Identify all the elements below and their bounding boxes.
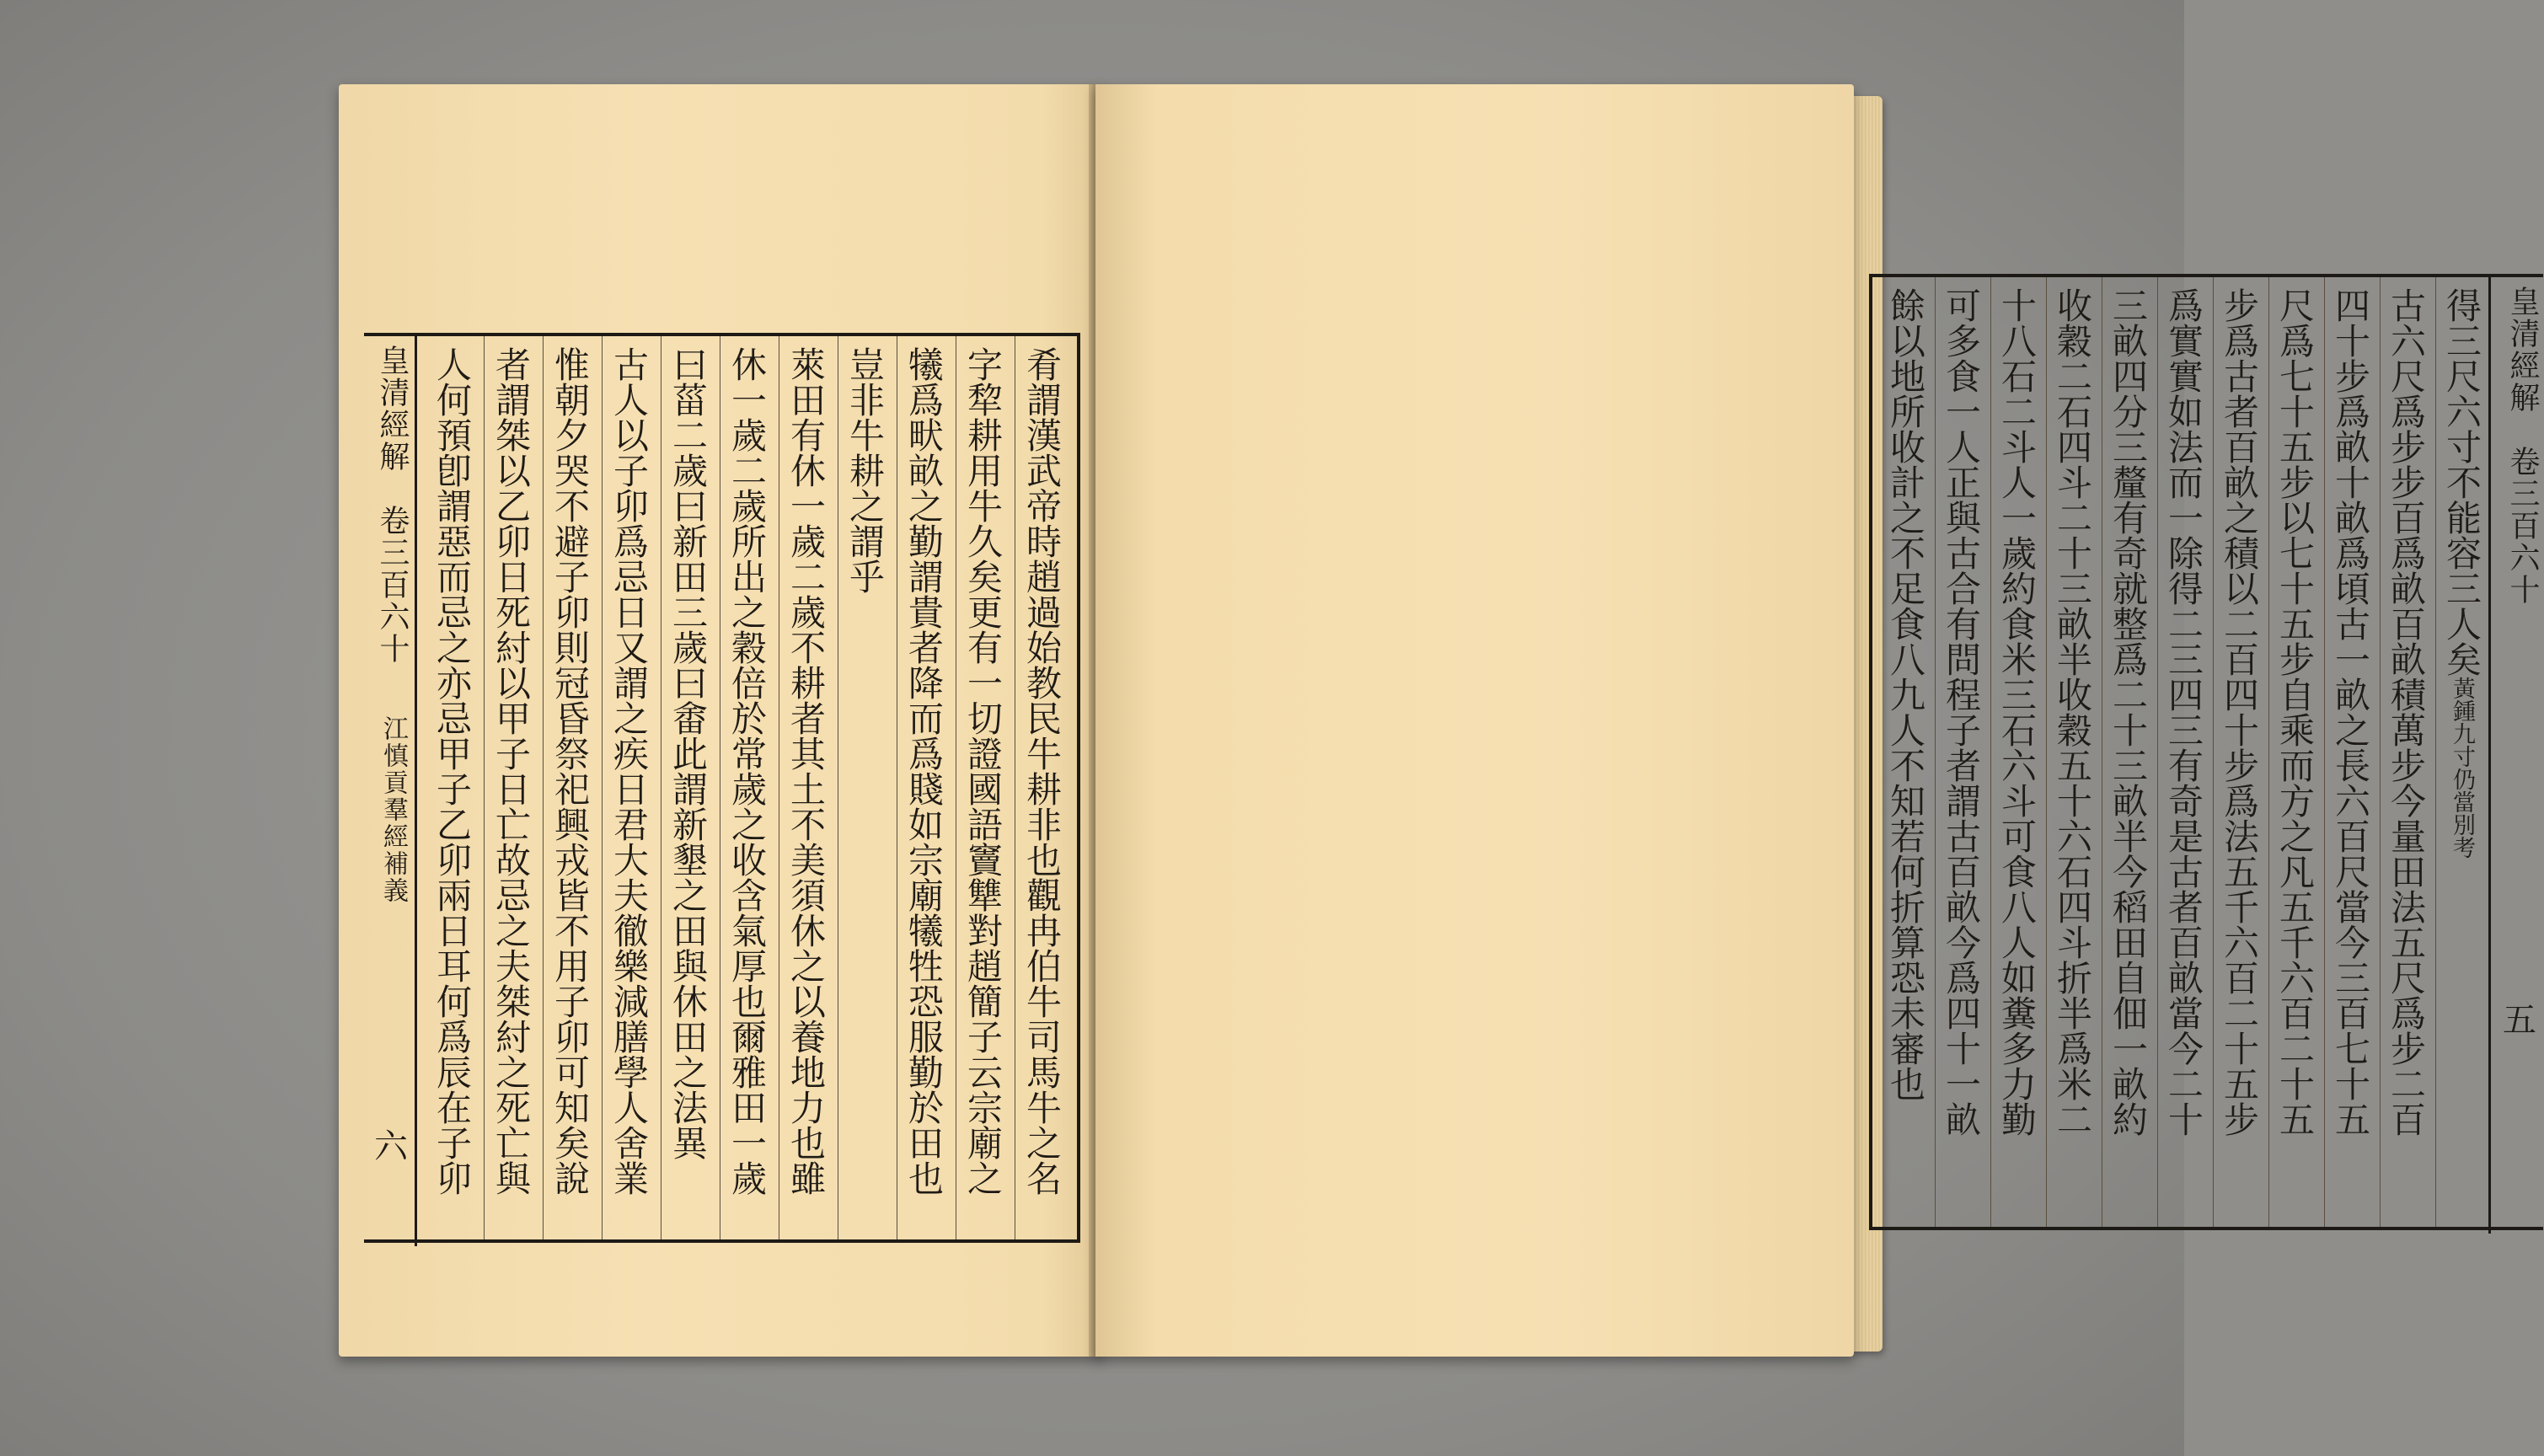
left-column-4: 豈非牛耕之謂乎	[844, 346, 886, 594]
right-column-rule	[2324, 277, 2325, 1227]
right-column-text: 古六尺爲步步百爲畝百畝積萬步今量田法五尺爲步二百	[2386, 287, 2427, 1137]
right-column-text: 可多食一人正與古合有問程子者謂古百畝今爲四十一畝	[1941, 287, 1982, 1137]
open-book	[330, 84, 2540, 1373]
right-column-9	[1990, 287, 2043, 1137]
right-column-11	[1879, 287, 1931, 1101]
left-column-rule	[484, 336, 485, 1239]
left-margin-volume: 卷三百六十	[375, 505, 410, 665]
right-column-text: 十八石二斗人一歲約食米三石六斗可食八人如糞多力勤	[1996, 287, 2038, 1137]
right-column-rule	[1935, 277, 1936, 1227]
left-column-7: 曰菑二歲曰新田三歲曰畬此謂新墾之田與休田之法異	[667, 346, 709, 1160]
left-column-6: 休一歲二歲所出之穀倍於常歲之收含氣厚也爾雅田一歲	[726, 346, 768, 1196]
right-column-6	[2157, 287, 2209, 1137]
left-column-8: 古人以子卯爲忌日又謂之疾日君大夫徹樂減膳學人舍業	[608, 346, 650, 1196]
right-column-1	[2435, 287, 2488, 859]
left-column-rule	[602, 336, 603, 1239]
right-column-rule	[2435, 277, 2436, 1227]
right-margin-volume: 卷三百六十	[2505, 446, 2540, 606]
left-column-1: 肴謂漢武帝時趙過始教民牛耕非也觀冉伯牛司馬牛之名	[1021, 346, 1063, 1196]
left-column-10: 者謂桀以乙卯日死紂以甲子日亡故忌之夫桀紂之死亡與	[490, 346, 532, 1196]
right-column-rule	[2046, 277, 2047, 1227]
right-column-2	[2380, 287, 2432, 1137]
right-column-rule	[2213, 277, 2214, 1227]
left-page	[339, 84, 1102, 1357]
right-page-number: 五	[2503, 1001, 2536, 1040]
right-column-7	[2102, 287, 2154, 1137]
right-column-5	[2213, 287, 2265, 1137]
right-column-10	[1935, 287, 1987, 1137]
right-column-text: 爲實實如法而一除得二三四三有奇是古者百畝當今二十	[2163, 287, 2204, 1137]
right-margin-title: 皇清經解	[2505, 286, 2540, 414]
right-column-rule	[1990, 277, 1991, 1227]
right-column-annotation: 黃鍾九寸仍當別考	[2449, 677, 2475, 859]
left-margin-title: 皇清經解	[375, 345, 410, 473]
left-fold-margin	[364, 336, 417, 1246]
right-fold-margin	[2488, 277, 2543, 1234]
left-column-5: 萊田有休一歲二歲不耕者其土不美須休之以養地力也雖	[785, 346, 827, 1196]
left-margin-source: 江慎貢羣經補義	[378, 715, 408, 904]
right-column-text: 尺爲七十五步以七十五步自乘而方之凡五千六百二十五	[2274, 287, 2316, 1137]
right-column-text: 三畝四分三釐有奇就整爲二十三畝半今稻田自佃一畝約	[2108, 287, 2149, 1137]
right-column-rule	[2157, 277, 2158, 1227]
left-column-11: 人何預卽謂惡而忌之亦忌甲子乙卯兩日耳何爲辰在子卯	[431, 346, 473, 1196]
right-column-rule	[2380, 277, 2381, 1227]
left-text-frame	[364, 333, 1080, 1243]
right-column-text: 餘以地所收計之不足食八九人不知若何折算恐未審也	[1885, 287, 1926, 1101]
right-column-text: 四十步爲畝十畝爲頃古一畝之長六百尺當今三百七十五	[2330, 287, 2371, 1137]
left-column-rule	[543, 336, 544, 1239]
right-column-4	[2268, 287, 2321, 1137]
right-column-3	[2324, 287, 2376, 1137]
right-column-text: 得三尺六寸不能容三人矣	[2441, 287, 2482, 677]
left-column-9: 惟朝夕哭不避子卯則冠昏祭祀興戎皆不用子卯可知矣說	[549, 346, 591, 1196]
left-page-number: 六	[374, 1127, 408, 1166]
right-column-8	[2046, 287, 2098, 1137]
right-page	[1095, 84, 2540, 1357]
right-column-text: 步爲古者百畝之積以二百四十步爲法五千六百二十五步	[2219, 287, 2260, 1137]
right-column-text: 收穀二石四斗二十三畝半收穀五十六石四斗折半爲米二	[2052, 287, 2093, 1137]
right-column-rule	[2268, 277, 2269, 1227]
right-text-frame	[1869, 274, 2543, 1230]
left-column-2: 字犂耕用牛久矣更有一切證國語竇犨對趙簡子云宗廟之	[962, 346, 1004, 1196]
left-column-3: 犧爲畎畝之勤謂貴者降而爲賤如宗廟犧牲恐服勤於田也	[903, 346, 945, 1196]
